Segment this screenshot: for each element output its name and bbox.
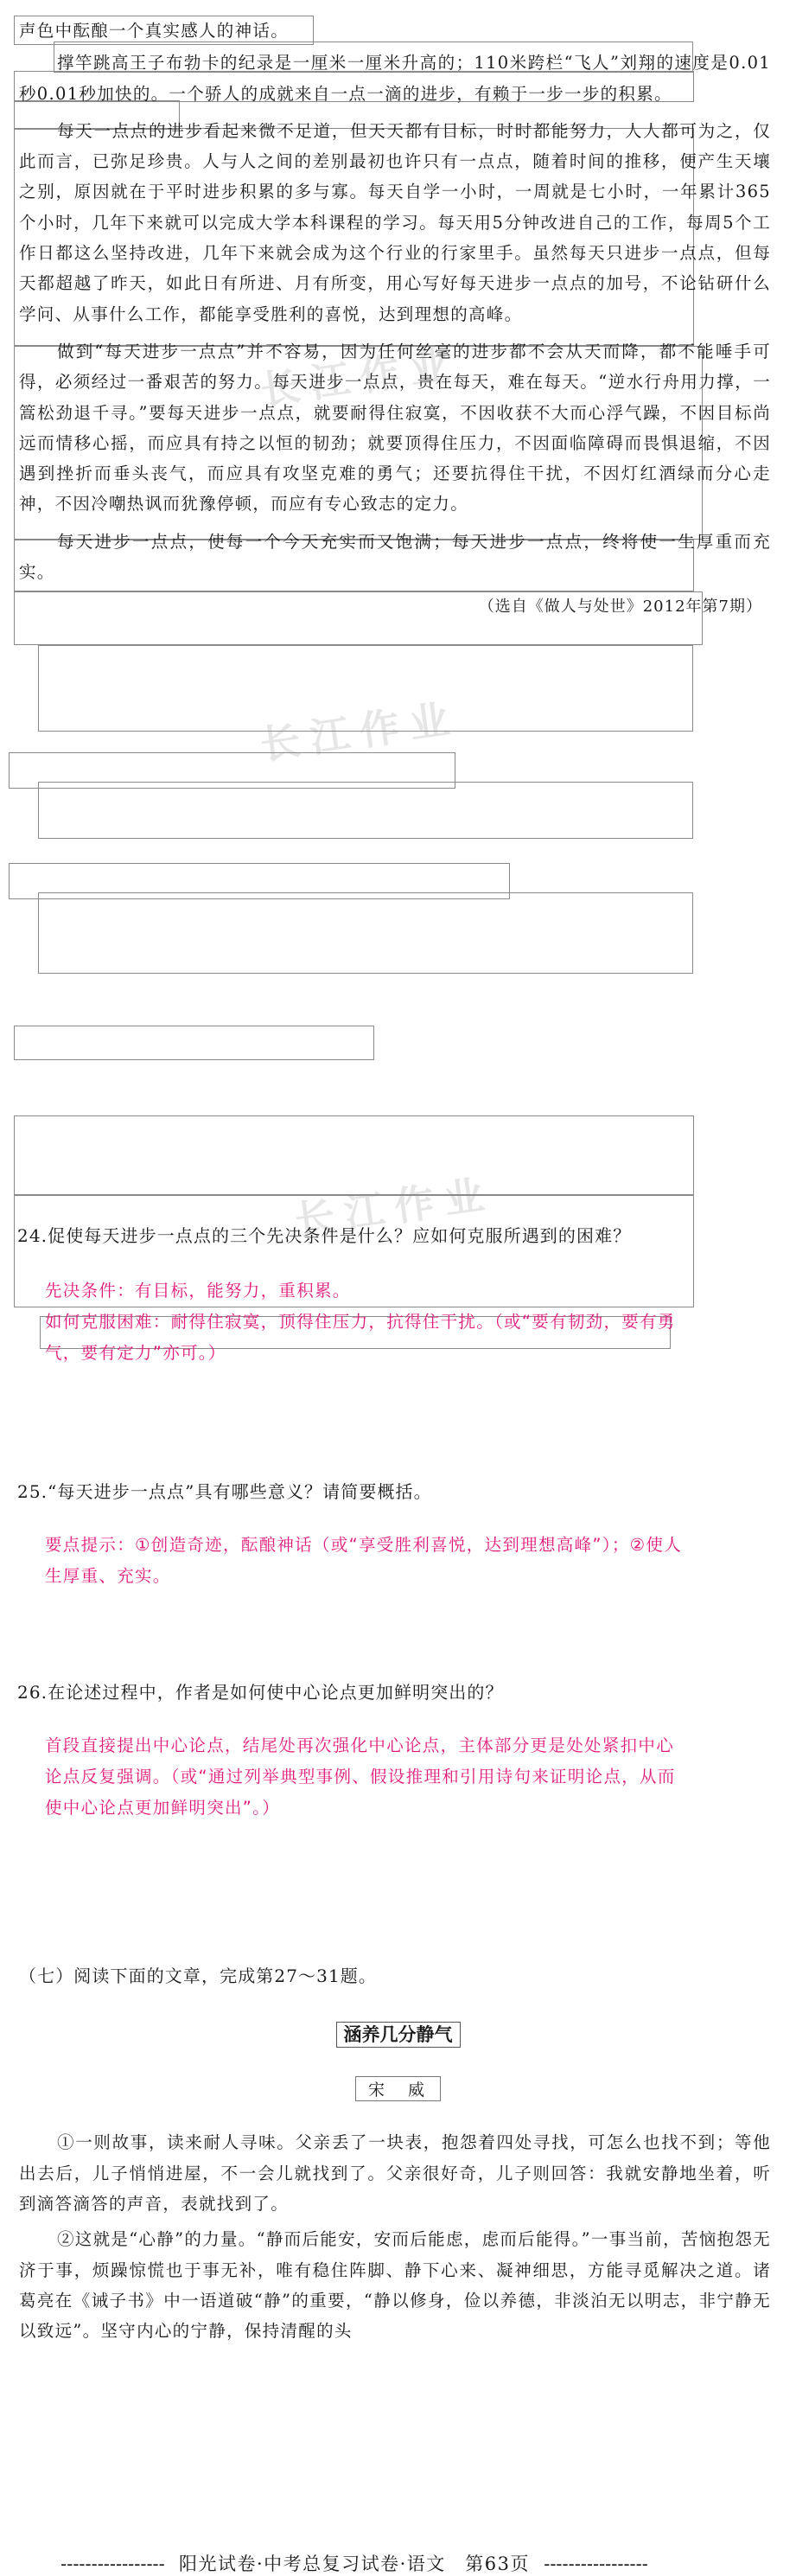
question-24-text: 24.促使每天进步一点点的三个先决条件是什么？应如何克服所遇到的困难？ xyxy=(17,1225,632,1247)
section-7-instruction-box xyxy=(14,1026,374,1060)
question-26 xyxy=(17,1678,761,1706)
watermark-stamp: 长江作业 xyxy=(257,694,463,769)
answer-26-box xyxy=(38,892,693,974)
answer-24 xyxy=(45,1275,689,1369)
passage-paragraph-4: 每天进步一点点，使每一个今天充实而又饱满；每天进步一点点，终将使一生厚重而充实。 xyxy=(19,531,771,583)
question-26-box xyxy=(9,863,510,899)
answer-25-box xyxy=(38,782,693,839)
answer-26 xyxy=(45,1730,689,1824)
article-author-wrap xyxy=(0,2076,796,2101)
article-paragraph-2: ②这就是“心静”的力量。“静而后能安，安而后能虑，虑而后能得。”一事当前，苦恼抱怨无济于事，烦躁惊慌也于事无补，唯有稳住阵脚、静下心来、凝神细思，方能寻觅解决之道。诸葛亮在《诫子书》中一语道破“静”的重要，“静以修身，俭以养德，非淡泊无以明志，非宁静无以致远”。坚守内心的宁静，保持清醒的头 xyxy=(19,2229,771,2342)
section-7-instruction xyxy=(19,1962,762,1990)
question-25-box xyxy=(9,752,455,789)
footer xyxy=(40,2550,669,2576)
article-paragraph-1: ①一则故事，读来耐人寻味。父亲丢了一块表，抱怨着四处寻找，可怎么也找不到；等他出去后，儿子悄悄进屋，不一会儿就找到了。父亲很好奇，儿子则回答：我就安静地坐着，听到滴答滴答的声音，表就找到了。 xyxy=(19,2132,771,2214)
question-24 xyxy=(17,1222,778,1250)
question-25 xyxy=(17,1478,761,1505)
passage-source: （选自《做人与处世》2012年第7期） xyxy=(478,598,762,617)
question-25-text: 25.“每天进步一点点”具有哪些意义？请简要概括。 xyxy=(17,1481,432,1503)
article-title-wrap xyxy=(0,2021,796,2047)
passage-paragraph-1: 撑竿跳高王子布勃卡的纪录是一厘米一厘米升高的；110米跨栏“飞人”刘翔的速度是0.01秒0.01秒加快的。一个骄人的成就来自一点一滴的进步，有赖于一步一步的积累。 xyxy=(19,53,771,104)
passage-line-0: 声色中酝酿一个真实感人的神话。 xyxy=(19,21,290,41)
answer-26-text: 首段直接提出中心论点，结尾处再次强化中心论点，主体部分更是处处紧扣中心论点反复强调。（或“通过列举典型事例、假设推理和引用诗句来证明论点，从而使中心论点更加鲜明突出”。） xyxy=(45,1735,676,1819)
watermark-stamp: 长江作业 xyxy=(291,1170,498,1244)
article-body xyxy=(19,2127,771,2346)
section-7-instruction-text: （七）阅读下面的文章，完成第27～31题。 xyxy=(19,1966,377,1987)
question-26-text: 26.在论述过程中，作者是如何使中心论点更加鲜明突出的？ xyxy=(17,1682,504,1703)
footer-dashes-right: ----------------- xyxy=(544,2554,648,2575)
footer-dashes-left: ----------------- xyxy=(60,2554,165,2575)
passage-paragraph-3: 做到“每天进步一点点”并不容易，因为任何丝毫的进步都不会从天而降，都不能唾手可得，必须经过一番艰苦的努力。每天进步一点点，贵在每天，难在每天。“逆水行舟用力撑，一篙松劲退千寻。”要每天进步一点点，就要耐得住寂寞，不因收获不大而心浮气躁，不因目标尚远而情移心摇，而应具有持之以恒的韧劲；就要顶得住压力，不因面临障碍而畏惧退缩，不因遇到挫折而垂头丧气，而应具有攻坚克难的勇气；还要抗得住干扰，不因灯红酒绿而分心走神，不因冷嘲热讽而犹豫停顿，而应有专心致志的定力。 xyxy=(19,341,771,515)
footer-text: 阳光试卷·中考总复习试卷·语文 第63页 xyxy=(178,2554,531,2575)
watermark-stamp: 长江作业 xyxy=(257,340,463,414)
answer-25-text: 要点提示：①创造奇迹，酝酿神话（或“享受胜利喜悦，达到理想高峰”）；②使人生厚重、充实。 xyxy=(45,1535,683,1587)
passage-top xyxy=(19,16,771,617)
passage-paragraph-2: 每天一点点的进步看起来微不足道，但天天都有目标，时时都能努力，人人都可为之，仅此而言，已弥足珍贵。人与人之间的差别最初也许只有一点点，随着时间的推移，便产生天壤之别，原因就在于平时进步积累的多与寡。每天自学一小时，一周就是七小时，一年累计365个小时，几年下来就可以完成大学本科课程的学习。每天用5分钟改进自己的工作，每周5个工作日都这么坚持改进，几年下来就会成为这个行业的行家里手。虽然每天只进步一点点，但每天都超越了昨天，如此日有所进、月有所变，用心写好每天进步一点点的加号，不论钻研什么学问、从事什么工作，都能享受胜利的喜悦，达到理想的高峰。 xyxy=(19,120,771,324)
answer-25 xyxy=(45,1530,689,1592)
article-title: 涵养几分静气 xyxy=(336,2022,461,2048)
answer-24-text: 先决条件：有目标，能努力，重积累。 如何克服困难：耐得住寂寞，顶得住压力，抗得住干扰。（或“要有韧劲，要有勇气，要有定力”亦可。） xyxy=(45,1281,676,1364)
article-author: 宋 威 xyxy=(355,2076,441,2101)
